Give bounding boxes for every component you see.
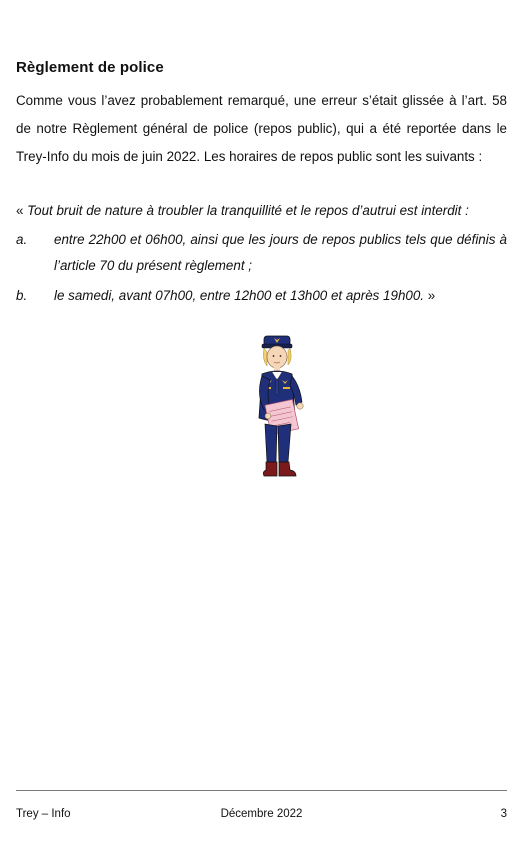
list-marker: a.	[16, 232, 28, 247]
quote-intro	[16, 200, 507, 222]
list-item-text: entre 22h00 et 06h00, ainsi que les jours de repos publics tels que définis à l’article 70 du présent règlement ;	[54, 232, 507, 273]
list-marker: b.	[16, 288, 28, 303]
page-footer	[16, 808, 507, 824]
list-item-text: le samedi, avant 07h00, entre 12h00 et 13h00 et après 19h00. »	[54, 288, 436, 303]
close-quote-mark: »	[424, 288, 436, 303]
footer-date: Décembre 2022	[220, 808, 303, 820]
footer-page-number: 3	[500, 808, 507, 820]
open-quote-mark: «	[16, 203, 28, 218]
footer-divider	[16, 790, 507, 791]
list-item	[16, 283, 507, 309]
document-page	[16, 0, 507, 841]
section-heading: Règlement de police	[16, 59, 164, 76]
intro-paragraph: Comme vous l’avez probablement remarqué, une erreur s’était glissée à l’art. 58 de notre Règlement général de police (repos public), qui a été reportée dans le Trey-Info du mois de juin 2022. Les horaires de repos public sont les suivants :	[16, 93, 507, 164]
police-officer-illustration	[244, 330, 314, 485]
footer-publication: Trey – Info	[16, 808, 71, 820]
rules-list	[16, 227, 507, 313]
quote-intro-text: Tout bruit de nature à troubler la tranquillité et le repos d’autrui est interdit :	[27, 203, 469, 218]
list-item	[16, 227, 507, 279]
